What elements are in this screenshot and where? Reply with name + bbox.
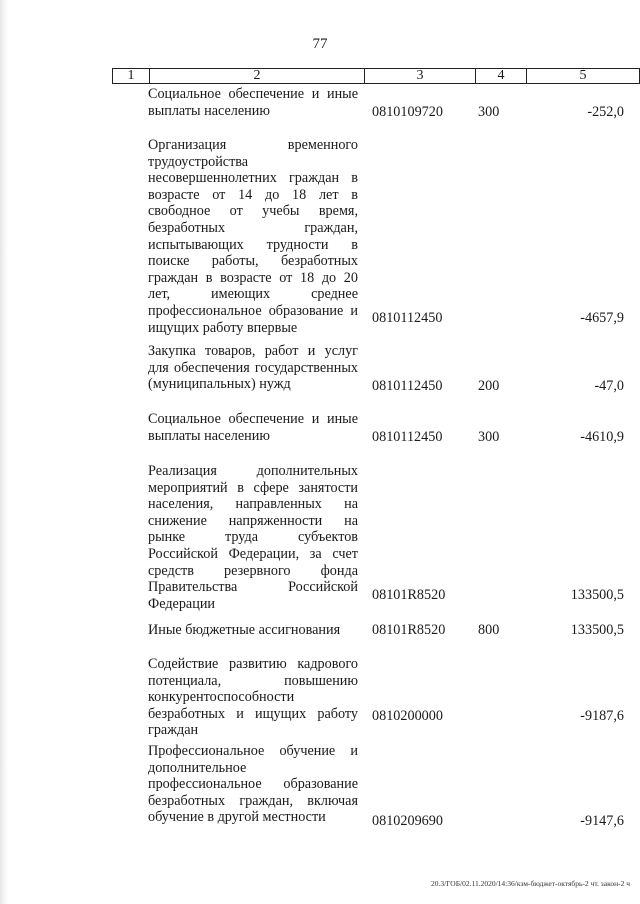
- row-type: 200: [478, 378, 500, 394]
- row-code: 0810209690: [372, 813, 443, 829]
- row-type: 300: [478, 429, 500, 445]
- row-amount: -47,0: [594, 378, 624, 394]
- header-row: [113, 69, 640, 84]
- header-col-1: 1: [113, 69, 150, 84]
- footer-stamp: 20.3/ГОБ/02.11.2020/14:36/кзм-бюджет-октябрь-2 чт. закон-2 ч: [430, 879, 630, 888]
- row-name: Социальное обеспечение и иные выплаты населению: [148, 86, 358, 119]
- header-col-5: 5: [527, 69, 640, 84]
- column-number-header: [112, 68, 640, 84]
- row-name: Содействие развитию кадрового потенциала, повышению конкурентоспособности безработных и ищущих работу граждан: [148, 656, 358, 739]
- row-code: 08101R8520: [372, 587, 446, 603]
- row-code: 0810112450: [372, 429, 443, 445]
- row-name: Реализация дополнительных мероприятий в сфере занятости населения, направленных на снижение напряженности на рынке труда субъектов Российской Федерации, за счет средств резервного фонда Правительства Российской Федерации: [148, 463, 358, 612]
- row-amount: 133500,5: [570, 587, 624, 603]
- row-type: 800: [478, 622, 500, 638]
- row-amount: -9147,6: [580, 813, 624, 829]
- row-code: 0810112450: [372, 378, 443, 394]
- row-name: Социальное обеспечение и иные выплаты населению: [148, 411, 358, 444]
- row-code: 0810112450: [372, 310, 443, 326]
- page-number: 77: [312, 36, 328, 52]
- row-amount: -252,0: [587, 104, 624, 120]
- row-amount: -9187,6: [580, 708, 624, 724]
- row-code: 0810200000: [372, 708, 443, 724]
- row-code: 08101R8520: [372, 622, 446, 638]
- row-name: Иные бюджетные ассигнования: [148, 622, 341, 638]
- row-amount: -4657,9: [580, 310, 624, 326]
- header-col-2: 2: [150, 69, 365, 84]
- header-col-3: 3: [365, 69, 476, 84]
- row-amount: -4610,9: [580, 429, 624, 445]
- scan-edge: [0, 0, 8, 904]
- header-col-4: 4: [476, 69, 527, 84]
- row-code: 0810109720: [372, 104, 443, 120]
- row-name: Организация временного трудоустройства несовершеннолетних граждан в возрасте от 14 до 18 лет в свободное от учебы время, безработных граждан, испытывающих трудности в поиске работы, безработных граждан в возрасте от 18 до 20 лет, имеющих среднее профессиональное образование и ищущих работу впервые: [148, 137, 358, 336]
- row-name: Закупка товаров, работ и услуг для обеспечения государственных (муниципальных) нужд: [148, 343, 358, 393]
- row-amount: 133500,5: [570, 622, 624, 638]
- row-type: 300: [478, 104, 500, 120]
- row-name: Профессиональное обучение и дополнительное профессиональное образование безработных граждан, включая обучение в другой местности: [148, 743, 358, 826]
